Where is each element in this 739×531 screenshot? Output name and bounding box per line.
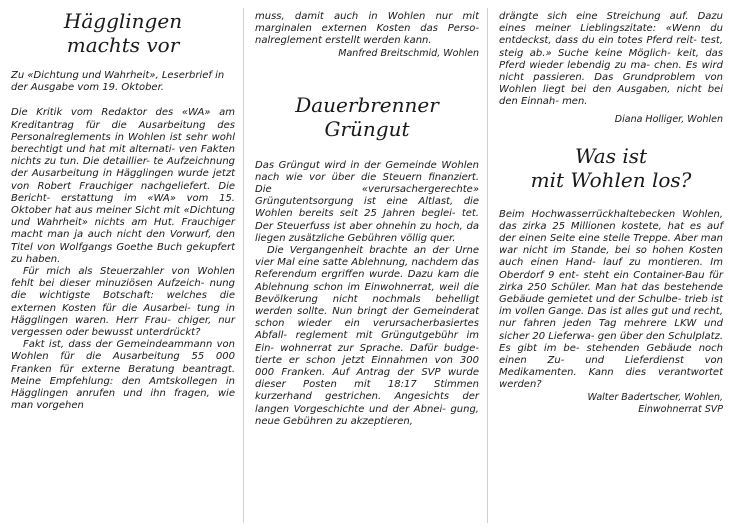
- paragraph: Beim Hochwasserrückhaltebecken Wohlen, das zirka 25 Millionen kostete, hat es auf der einen Seite eine steile Treppe. Aber man war nicht im Stande, bei so hohen Kosten auch einen Hand- lauf zu montieren. Im Oberdorf 9 ent- steht ein Container-Bau für zirka 250 Schüler. Man hat das bestehende Gebäude gemietet und der Schulbe- trieb ist im vollen Gange. Das ist alles gut und recht, nur fahren jeden Tag mehrere LKW und sicher 20 Lieferwa- gen über den Schulplatz. Es gibt im be- stehenden Gebäude noch einen Zu- und Lieferdienst von Medikamenten. Kann dies verantwortet werden?: [499, 208, 724, 391]
- article-headline: [499, 144, 723, 192]
- article-haegglingen: [11, 9, 235, 412]
- paragraph: Die Kritik vom Redaktor des «WA» am Kreditantrag für die Ausarbeitung des Personalreglements in Wohlen ist sehr wohl berechtigt und hat mit alternati- ven Fakten nichts zu tun. Die detaillier- te Aufzeichnung der Ausarbeitung in Hägglingen wurde jetzt von Robert Frauchiger nachgeliefert. Die Bericht- erstattung im «WA» vom 15. Oktober hat aus meiner Sicht mit «Dichtung und Wahrheit» nichts am Hut. Frauchiger macht man ja auch nicht den Vorwurf, den Titel von Wolfgangs Goethe Buch gekupfert zu haben.: [11, 107, 236, 265]
- article-headline: [11, 9, 235, 57]
- paragraph: Die Vergangenheit brachte an der Urne vier Mal eine satte Ablehnung, nachdem das Referendum ergriffen wurde. Dazu kam die Ablehnung schon im Einwohnerrat, weil die Bevölkerung nicht nochmals behelligt werden sollte. Nun bringt der Gemeinderat schon wieder ein verursacherbasiertes Abfall- reglement mit Grüngutgebühr im Ein- wohnerrat zur Sprache. Dafür budge- tierte er schon jetzt Einnahmen von 300 000 Franken. Auf Antrag der SVP wurde dieser Posten mit 18:17 Stimmen kurzerhand gestrichen. Angesichts der langen Vorgeschichte und der Abnei- gung, neue Gebühren zu akzeptieren,: [255, 245, 480, 427]
- article-body: [11, 107, 235, 412]
- lead-line: Zu «Dichtung und Wahrheit», Leserbrief in: [11, 70, 225, 81]
- article-gruengut: [255, 93, 479, 428]
- column-1: [11, 0, 235, 412]
- article-continuation: [255, 11, 479, 48]
- author-signature: Diana Holliger, Wohlen: [614, 113, 723, 125]
- column-2: [255, 0, 479, 428]
- signature-line: Einwohnerrat SVP: [638, 403, 723, 415]
- column-divider: [487, 8, 488, 523]
- article-lead: [11, 70, 235, 94]
- paragraph: muss, damit auch in Wohlen nur mit marginalen externen Kosten das Perso- nalreglement erstellt werden kann.: [255, 11, 479, 47]
- headline-line: machts vor: [66, 33, 180, 57]
- paragraph: drängte sich eine Streichung auf. Dazu eines meiner Lieblingszitate: «Wenn du entdeckst, dass du ein totes Pferd reit- test, steig ab.» Suche keine Möglich- keit, das Pferd wieder lebendig zu ma- chen. Es wird nicht passieren. Das Grundproblem von Wohlen liegt bei den Ausgaben, nicht bei den Einnah- men.: [499, 11, 724, 108]
- article-wohlen: [499, 144, 723, 416]
- lead-line: der Ausgabe vom 19. Oktober.: [11, 82, 164, 94]
- headline-line: mit Wohlen los?: [530, 167, 692, 192]
- headline-line: Dauerbrenner: [295, 92, 439, 117]
- paragraph: Das Grüngut wird in der Gemeinde Wohlen nach wie vor über die Steuern finanziert. Die «verursachergerechte» Grüngutentsorgung ist eine Altlast, die Wohlen bereits seit 25 Jahren beglei- tet. Der Steuerfuss ist aber ohnehin zu hoch, da liegen zusätzliche Gebühren völlig quer.: [255, 159, 480, 244]
- article-body: [499, 209, 723, 392]
- paragraph: Für mich als Steuerzahler von Wohlen fehlt bei dieser minuziösen Aufzeich- nung die wichtigste Botschaft: welches die externen Kosten für die Ausarbei- tung in Hägglingen waren. Herr Frau- chiger, nur vergessen oder bewusst unterdrückt?: [11, 266, 235, 339]
- article-continuation: [499, 11, 723, 109]
- signature-line: Walter Badertscher, Wohlen,: [587, 391, 723, 403]
- article-headline: [255, 93, 479, 141]
- article-body: [255, 160, 479, 428]
- headline-line: Grüngut: [324, 116, 410, 141]
- author-signature: [499, 392, 723, 416]
- headline-line: Was ist: [574, 143, 648, 168]
- column-3: [499, 0, 723, 416]
- paragraph: Fakt ist, dass der Gemeindeammann von Wohlen für die Ausarbeitung 55 000 Franken für externe Beratung beantragt. Meine Empfehlung: den Amtskollegen in Hägglingen anrufen und ihn fragen, wie man vorgehen: [11, 339, 236, 412]
- author-signature: Manfred Breitschmid, Wohlen: [338, 47, 479, 59]
- column-divider: [243, 8, 244, 523]
- headline-line: Hägglingen: [63, 9, 183, 33]
